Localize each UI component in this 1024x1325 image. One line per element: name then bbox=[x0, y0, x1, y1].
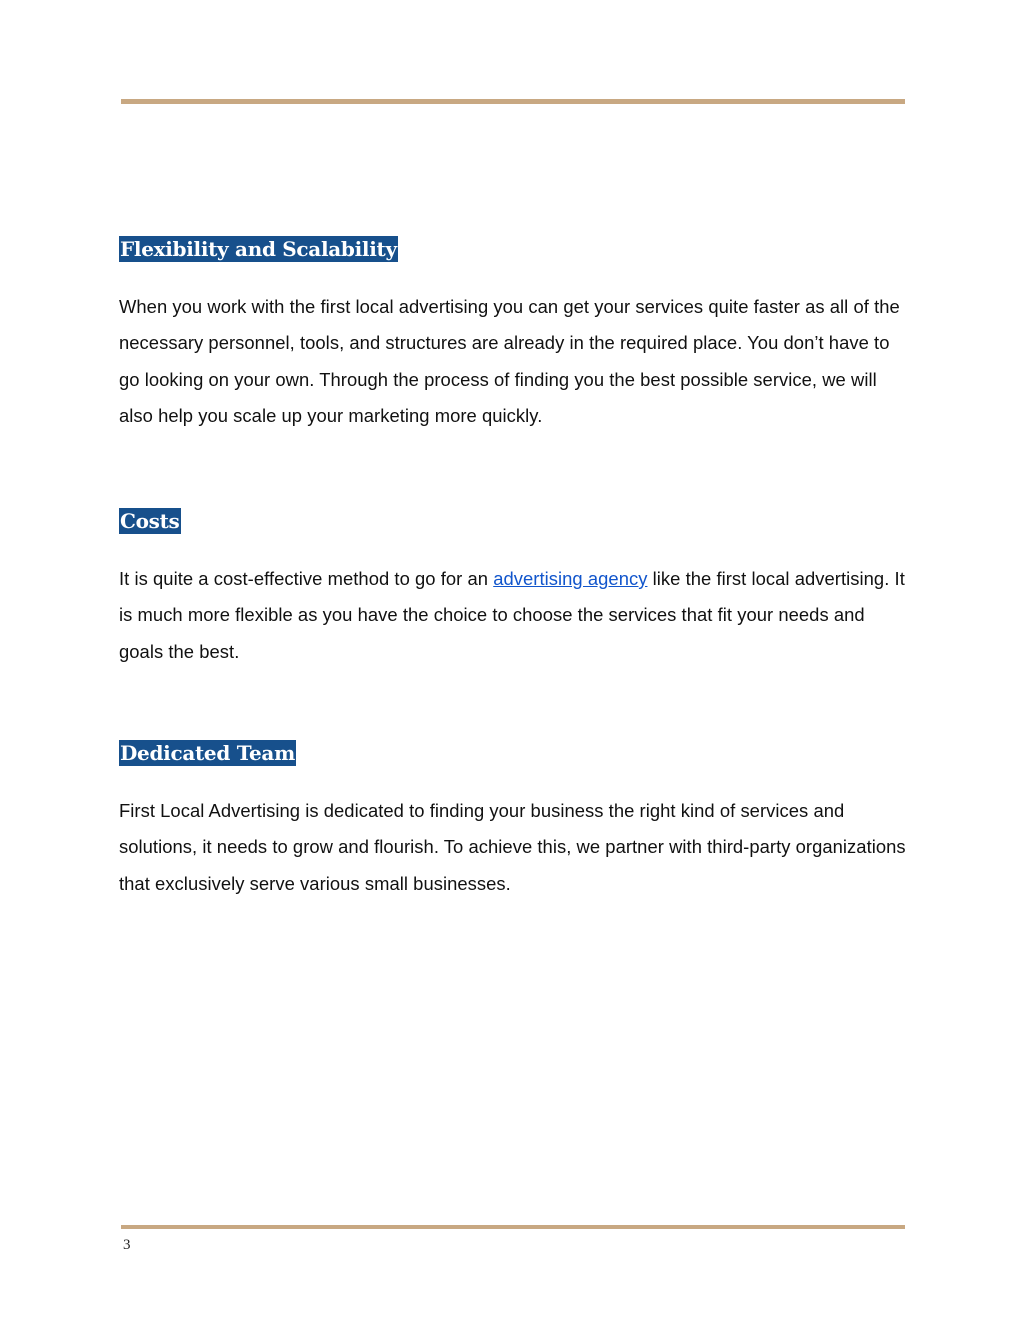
paragraph-text: like the first local advertising. It is much more flexible as you have the choice to choose the services that fit your needs and goals the best. bbox=[119, 568, 905, 662]
section-heading: Flexibility and Scalability bbox=[120, 237, 397, 261]
section-heading: Dedicated Team bbox=[120, 741, 295, 765]
paragraph-text: It is quite a cost-effective method to go for an bbox=[119, 568, 494, 589]
section-paragraph: When you work with the first local advertising you can get your services quite faster as all of the necessary personnel, tools, and structures are already in the required place. You don’t have to go looking on your own. Through the process of finding you the best possible service, we will also help you scale up your marketing more quickly. bbox=[119, 296, 900, 426]
section-flexibility bbox=[119, 236, 909, 434]
section-paragraph bbox=[119, 561, 909, 670]
section-costs bbox=[119, 508, 909, 670]
section-dedicated-team bbox=[119, 740, 909, 902]
page-number: 3 bbox=[123, 1237, 131, 1253]
bottom-divider bbox=[121, 1225, 905, 1229]
section-paragraph: First Local Advertising is dedicated to finding your business the right kind of services and solutions, it needs to grow and flourish. To achieve this, we partner with third-party organizations that exclusively serve various small businesses. bbox=[119, 800, 906, 894]
section-heading: Costs bbox=[120, 509, 180, 533]
advertising-agency-link[interactable]: advertising agency bbox=[493, 568, 648, 589]
top-divider bbox=[121, 99, 905, 104]
